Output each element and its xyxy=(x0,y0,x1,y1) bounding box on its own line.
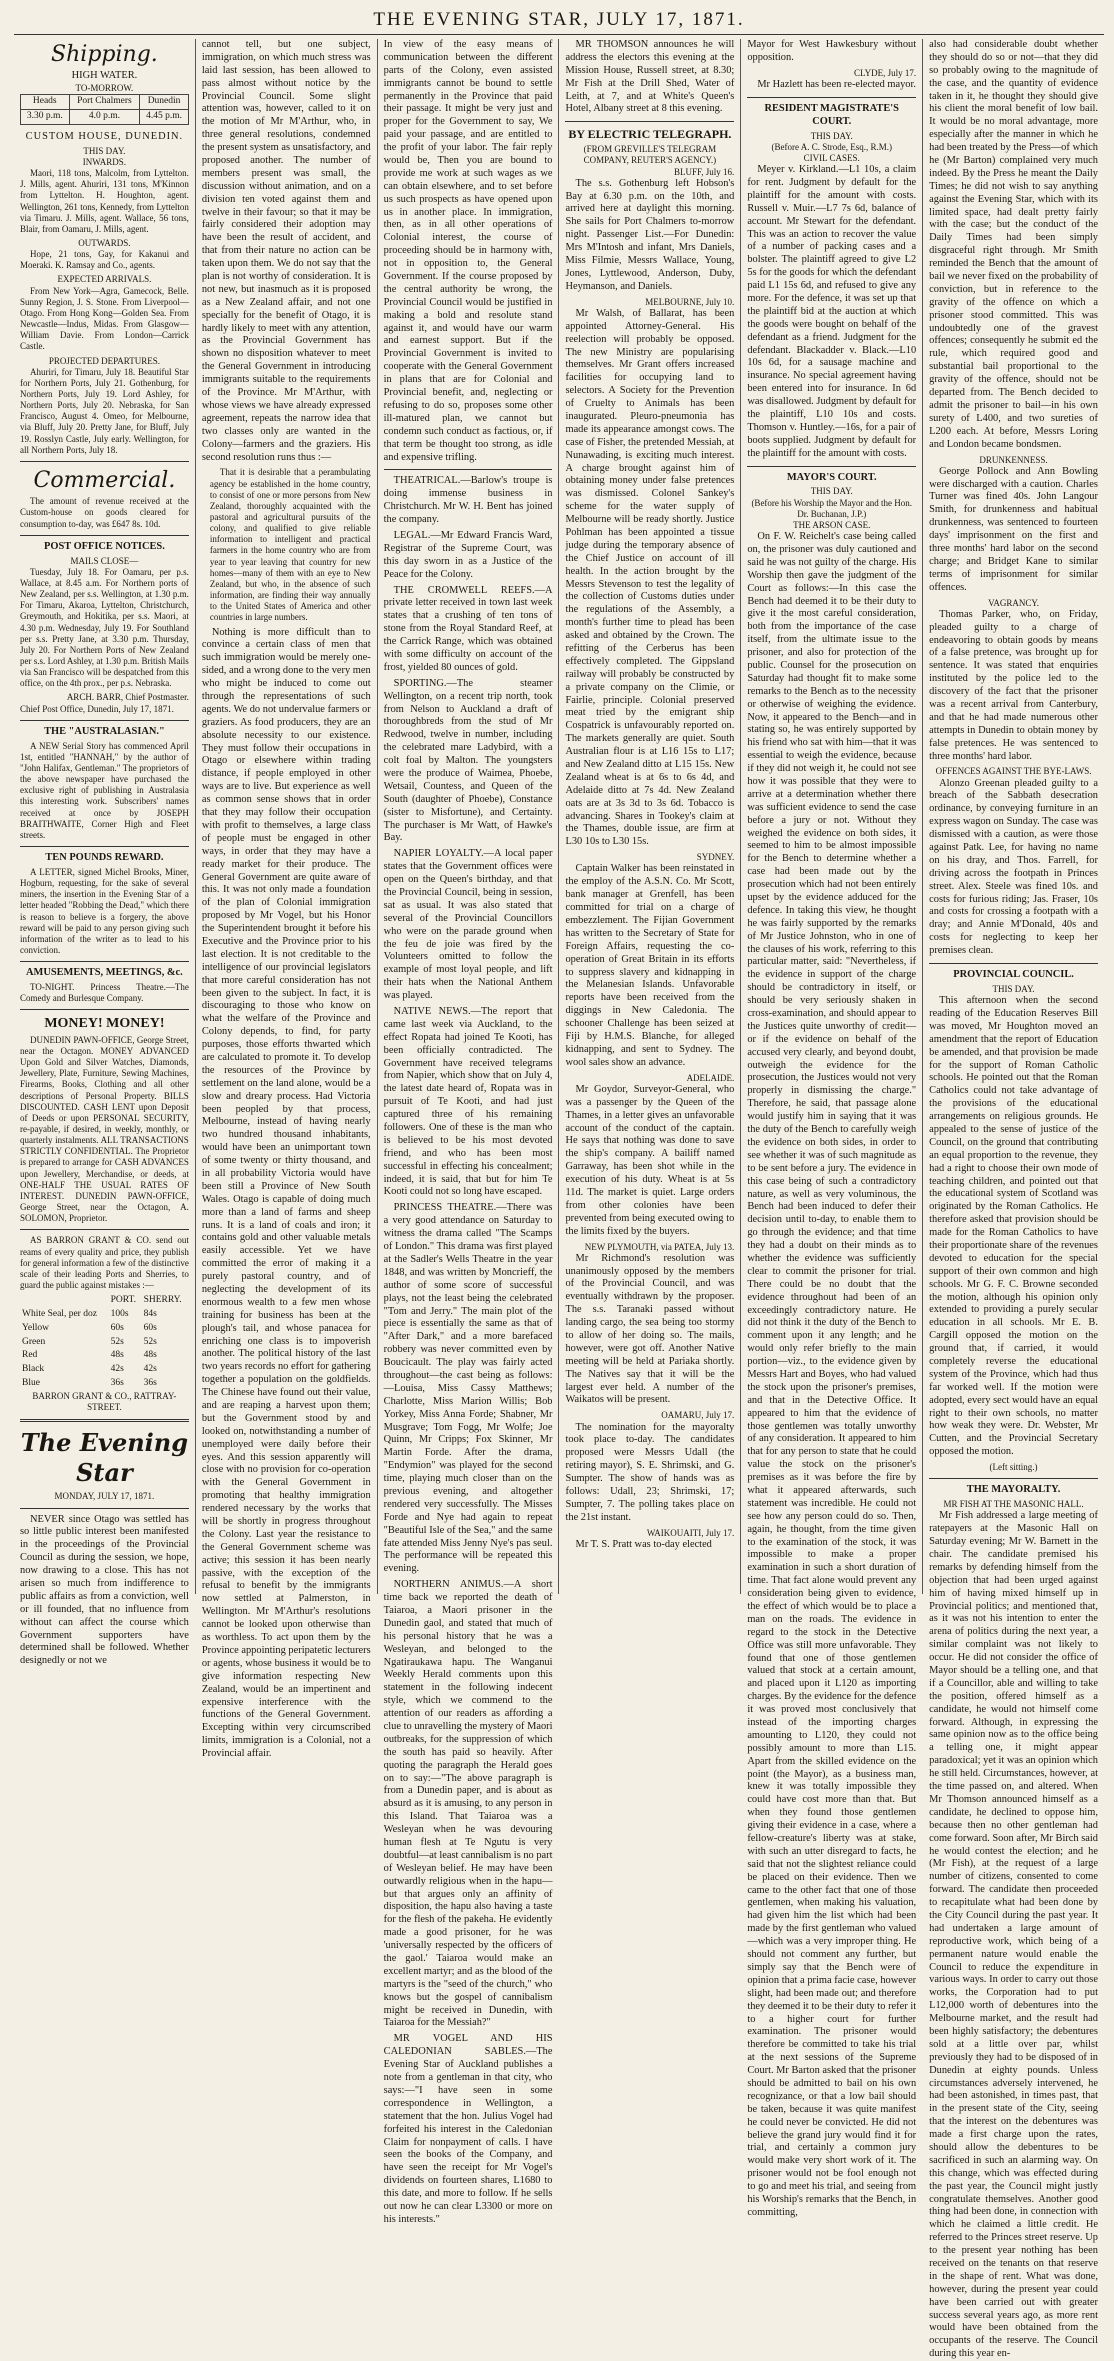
arson-text: On F. W. Reichelt's case being called on, the prisoner was duly cautioned and said he was not guilty of the charge. His Worship then gave the judgment of the Court as follows:—In this case the Bench had deemed it to be their duty to give it the most careful consideration, both from the importance of the case itself, from the ultimate issue to the prisoner, and also for protection of the public. Counsel for the prosecution on Saturday had thought fit to make some remarks to the Bench as to the necessity or otherwise of weighing the evidence. Now, it appeared to the Bench—and in stating so, he was entirely supported by his friend who sat with him—that it was essential to weigh the evidence, because if they did not weigh it, he could not see how it was possible that they were to arrive at a determination whether there was sufficient evidence to send the case before a jury or not. Without they weighed the evidence on both sides, it seemed to him to be almost impossible for the Bench to determine whether a case had been made out by the prosecution which had not been entirely upset by the evidence adduced for the defence. In taking this view, he thought he was fairly supported by the remarks of Mr Justice Johnston, who in one of the clauses of his work, referring to this particular matter, said: "Nevertheless, if the evidence in support of the charge should be contradictory in itself, or should be very seriously shaken in cross-examination, and should appear to the Justices quite unworthy of credit—or if the evidence on behalf of the accused very clearly, and beyond doubt, outweigh the evidence for the prosecution, the Justices would not very properly in dismissing the charge." Therefore, he said, that passage alone would justify him in saying that it was the duty of the Bench to carefully weigh the evidence on both sides, in order to see whether it was of such magnitude as to be sent before a jury. The evidence in this case being of such a contradictory nature, as well as very voluminous, the Bench had been induced to defer their decision until to-day, to enable them to go through the evidence; and that time they had a doubt on their minds as to whether the evidence was sufficiently clear to commit the prisoner for trial. There could be no doubt that the evidence throughout had been of an exceedingly contradictory nature. He did not think it the duty of the Bench to comment upon it any length; and he would only refer briefly to the main portion—viz., to the evidence given by Messrs Hart and Boyes, who had valued the stock upon the prisoner's premises, and that in the Detective Office. It appeared to him that the evidence of those gentlemen was totally unworthy of any consideration. It appeared to him that for any person to state that he could value the stock on the prisoner's premises as it was before the fire by what it appeared afterwards, such statement was incredible. He could not see how any person could do so. Then, again, he thought, from the time given to the examination of the stock, it was impossible to make a proper examination in such a short duration of time. That fact alone would prevent any consideration being given to evidence, the effect of which would be to place a man on the roads. The evidence in regard to the stock in the Detective Office was still more unfavorable. They found that one of those gentlemen valued that stock at a certain amount, and placed upon it L120 as importing charges. By the evidence for the defence it was proved most conclusively that instead of the importing charges amounting to L120, they could not possibly amount to more than L15. Apart from the skilled evidence on the point (the Mayor), as a business man, knew it was totally impossible they could have cost more than that. But when they found those gentlemen giving their evidence in a case, where a fellow-creature's liberty was at stake, with such an utter disregard to facts, he said that not the slightest reliance could be placed on their evidence. Then we came to the other fact that one of those gentlemen, when making his valuation, had given him the list which had been made by the first gentleman who valued—which was a very improper thing. He should not comment any further, but simply say that the Bench were of opinion that a prima facie case, however slight, had been made out; and therefore they deemed it to be their duty to refer it to a higher court for further examination. The prisoner would therefore be committed to take his trial at the next sessions of the Supreme Court. Mr Barton asked that the prisoner should be admitted to bail on his own recognizance, or that a low bail should be taken, because it was quite manifest he could never be convicted. He did not believe the grand jury would find it for trial, and certainly a common jury would make very short work of it. The prisoner would not be fool enough not to go and meet his trial, and seeing from his Worship's remarks that the Bench, in committing, xyxy=(747,531,917,2218)
money-heading: MONEY! MONEY! xyxy=(44,1016,165,1032)
reward-heading: TEN POUNDS REWARD. xyxy=(45,852,164,864)
wine-cell: 100s xyxy=(110,1308,129,1319)
wine-cell: Green xyxy=(22,1336,46,1347)
column-2 xyxy=(196,39,378,1760)
rm-court-before: (Before A. C. Strode, Esq., R.M.) xyxy=(771,141,892,152)
bylaws-text: Alonzo Greenan pleaded guilty to a breach of the Sabbath desecration ordinance, by conveying furniture in an express wagon on Sunday. The case was dismissed with a caution, as were those against Patk. Lee, for having no name on his dray, and Thos. Farrell, for driving across the footpath in Princes street. Alex. Steele was fined 10s. and costs for furious riding; Jas. Fraser, 10s and costs for crossing a footpath with a dray; and Annie M'Donald, 40s and costs for neglecting to keep her premises clean. xyxy=(929,777,1098,957)
tide-place: Dunedin xyxy=(140,95,189,110)
commercial-text: The amount of revenue received at the Custom-house on goods cleared for consumption to-day, was £647 8s. 10d. xyxy=(20,496,189,529)
arson-heading: THE ARSON CASE. xyxy=(793,519,871,530)
inwards-heading: INWARDS. xyxy=(82,156,127,167)
news-paragraph: NORTHERN ANIMUS.—A short time back we reported the death of Taiaroa, a Maori prisoner in the Dunedin gaol, and stated that much of his personal history that he was a Wesleyan, and belonged to the Ngatiraukawa hapu. The Wanganui Weekly Herald comments upon this statement in the following indecent style, which we commend to the attention of our readers as affording a clue to unravelling the mystery of Maori outbreaks, for the suppression of which the south has paid so heavily. After quoting the paragraph the Herald goes on to say:—"The above paragraph is from a Dunedin paper, and is about as absurd as it is amusing, to any person in this Island. That Taiaroa was a Wesleyan when he was devouring human flesh at Te Ngutu is very doubtful—at least cannibalism is no part of Wesleyan belief. He may have been outwardly religious when in the hapu—but that argues only an affinity of disposition, the hapu also having a taste for the flesh of the pakeha. He evidently made a good prisoner, for he was 'universally respected by the officers of the gaol.' Taiaroa would make an excellent martyr; and as the blood of the martyrs is the "seed of the church," who knows but the gospel of cannibalism might be received in Dunedin, with Taiaroa for the Messiah?" xyxy=(383,1579,553,2029)
civil-cases-text: Meyer v. Kirkland.—L1 10s, a claim for rent. Judgment by default for the plaintiff for the amount with costs. Russell v. Muir.—L7 7s 6d, balance of account. Mr Stewart for the defendant. This was an action to recover the value of a number of packing cases and a bolster. The plaintiff agreed to give L2 5s for the goods for which the defendant paid L1 15s 6d, and refused to give any more. For the defence, it was set up that the plaintiff bid at the auction at which the goods were bought on behalf of the defendant as a friend. Judgment for the defendant. Blackadder v. Black.—L10 10s 6d, for a sausage machine and insurance. No special agreement having been entered into for insurance. In 6d was disallowed. Judgment by default for the plaintiff, L10 10s and costs. Thomson v. Huntley.—16s, for a pair of boots supplied. Judgment by default for the plaintiff for the amount with costs. xyxy=(747,164,917,459)
telegram-text: Mayor for West Hawkesbury without opposition. xyxy=(747,39,917,63)
provincial-council-heading: PROVINCIAL COUNCIL. xyxy=(953,969,1074,981)
rm-court-day: THIS DAY. xyxy=(810,130,853,141)
customs-heading: CUSTOM HOUSE, DUNEDIN. xyxy=(25,130,184,142)
australasian-text: A NEW Serial Story has commenced April 1st, entitled "HANNAH," by the author of "John Halifax, Gentleman." The proprietors of the above newspaper have purchased the exclusive right of publishing in Australasia this interesting work. Subscribers' names received at once by JOSEPH BRAITHWAITE, Corner High and Fleet streets. xyxy=(20,740,189,840)
wine-cell: 36s xyxy=(110,1377,124,1388)
outwards-heading: OUTWARDS. xyxy=(78,237,131,248)
wine-cell: 52s xyxy=(143,1336,157,1347)
expected-text: From New York—Agra, Gamecock, Belle. Sunny Region, J. S. Stone. From Liverpool—Otago. From Hong Kong—Golden Sea. From Newcastle—Indus, Midas. From Glasgow—William Davie. From London—Carrick Castle. xyxy=(20,285,189,352)
reward-text: A LETTER, signed Michel Brooks, Miner, Hogburn, requesting, for the sake of several miners, the insertion in the Evening Star of a letter headed "Robbing the Dead," which there is reason to believe is a forgery, the above reward will be paid to any person giving such information of the writer as to lead to his conviction. xyxy=(20,866,189,956)
left-sitting-label: (Left sitting.) xyxy=(989,1462,1038,1473)
divider xyxy=(565,121,734,122)
divider xyxy=(20,1419,189,1422)
paper-date: MONDAY, JULY 17, 1871. xyxy=(54,1491,155,1502)
news-paragraph: LEGAL.—Mr Edward Francis Ward, Registrar of the Supreme Court, was this day sworn in as a Justice of the Peace for the Colony. xyxy=(383,529,553,580)
inwards-text: Maori, 118 tons, Malcolm, from Lyttelton. J. Mills, agent. Ahuriri, 131 tons, M'Kinnon from Lyttelton. H. Houghton, agent. Wellington, 261 tons, Kennedy, from Lyttelton via Timaru. J. Mills, agent. Wallace, 56 tons, Blair, from Oamaru, J. Mills, agent. xyxy=(20,168,189,234)
divider xyxy=(929,1478,1098,1479)
drunkenness-text: George Pollock and Ann Bowling were discharged with a caution. Charles Turner was fined 40s. John Langour Smith, for drunkenness and habitual drunkenness, was sentenced to fourteen days' imprisonment on the first and three months' hard labor on the second charge; and Bridget Kane to similar terms of imprisonment for similar offences. xyxy=(929,465,1098,593)
column-4 xyxy=(559,39,741,1594)
wine-cell: White Seal, per doz xyxy=(22,1308,97,1319)
fish-heading: MR FISH AT THE MASONIC HALL. xyxy=(943,1499,1084,1510)
tides-table xyxy=(20,94,189,125)
tide-place: Port Chalmers xyxy=(69,95,140,110)
customs-day: THIS DAY. xyxy=(83,145,126,156)
wine-cell: Red xyxy=(22,1350,38,1361)
wine-cell: 52s xyxy=(110,1336,124,1347)
news-paragraph: PRINCESS THEATRE.—There was a very good attendance on Saturday to witness the drama called "The Scamps of London." This drama was first played at the Sadler's Wells Theatre in the year 1848, and was written by Moncrieff, the author of some score of successful plays, not the least being the celebrated "Tom and Jerry." The main plot of the piece is essentially the same as that of "After Dark," and a more barefaced robbery was never committed even by Boucicault. The play was fairly acted throughout—the cast being as follows:—Louisa, Miss Cassy Matthews; Charlotte, Miss Marion Willis; Bob Yorkey, Miss Anna Forde; Shabner, Mr Musgrave; Tom Fogg, Mr Wolfe; Joe Quinn, Mr Cripps; Fox Skinner, Mr Martin Forde. After the drama, "Endymion" was played for the second time, playing much closer than on the previous evening, and altogether rendered very successfully. The Misses Forde and Nye had again to repeat "Beautiful Isle of the Sea," and the same fate attended Miss Jenny Nye's pas seul. The performance will be repeated this evening. xyxy=(383,1202,553,1575)
fish-text: Mr Fish addressed a large meeting of ratepayers at the Masonic Hall on Saturday evening; Mr W. Barnett in the chair. The candidate premised his remarks by defending himself from the objection that had been urged against him of having mixed himself up in Provincial politics; and mentioned that, as it was not his intention to enter the arena of politics during the next year, a similar complaint was not likely to occur. He did not consider the office of Mayor should be a telling one, and that if a Councillor, able and willing to take the position, offered himself as a candidate, he would not himself come forward. Although, in expressing the same opinion now as to the office being a telling one, it might appear paradoxical; yet it was an opinion which he still held. Circumstances, however, at the time passed on, and altered. When Mr Thomson announced himself as a candidate, he declined to oppose him, because then no other gentleman had come forward. Soon after, Mr Birch said he would contest the election; and he (Mr Fish), at the request of a large number of citizens, consented to come forward. The candidate then proceeded to recapitulate what had been done by the City Council during the past year. It had undertaken a large amount of reproductive work, which being of a permanent nature would enable the Council to reduce the expenditure in various ways. In order to carry out those works, the Corporation had to put L12,000 worth of debentures into the Melbourne market, and the result had been highly satisfactory; the debentures sold at a little over par, whilst previously they had to be disposed of in Dunedin at eighty pounds. Unless circumstances adversely intervened, he had been astonished, in times past, that in the present state of the City, seeing that the interest on the debentures was made a first charge upon the rates, should allow the debentures to be sacrificed in such an alarming way. On this change, which was effected during the past year, the Council might justly congratulate themselves. Another good thing had been done, in connection with which he claimed a little credit. He referred to the Princes street reserve. Up to the present year nothing has been received on the tenants on that reserve in the shape of rent. What was done, however, during the present year could have been carried out with greater success several years ago, as more rent would have been obtained from the occupants of the reserve. The Council during this year en- xyxy=(929,1510,1098,2360)
barron-sign: BARRON GRANT & CO., RATTRAY-STREET. xyxy=(32,1390,177,1412)
news-paragraph: THE CROMWELL REEFS.—A private letter received in town last week states that a crushing of ten tons of stone from the Royal Standard Reef, at the Carrick Range, which was obtained with some difficulty on account of the frost, yielded 80 ounces of gold. xyxy=(383,584,553,673)
wine-cell: 84s xyxy=(143,1308,157,1319)
mayors-court-day: THIS DAY. xyxy=(810,486,853,497)
dateline: MELBOURNE, July 10. xyxy=(645,296,735,307)
wine-table xyxy=(20,1294,189,1390)
divider xyxy=(20,1009,189,1010)
telegram-text: Mr T. S. Pratt was to-day elected xyxy=(575,1538,712,1550)
amusements-heading: AMUSEMENTS, MEETINGS, &c. xyxy=(26,967,183,979)
divider xyxy=(20,1508,189,1509)
shipping-heading: Shipping. xyxy=(51,42,158,67)
projected-heading: PROJECTED DEPARTURES. xyxy=(48,355,160,366)
wine-header xyxy=(20,1294,109,1308)
article-text: cannot tell, but one subject, immigration, on which much stress was laid last session, has been allowed to pass almost without notice by the Provincial Council. Some slight attention was, however, called to it on the motion of Mr M'Arthur, who, in three general resolutions, condemned the present system as unsatisfactory, and proposed another. The number of members present was small, the discussion without animation, and on a division ten voted against them and twelve in their favour; so that it may be fairly considered their adoption may have been the result of accident, and that from their nature no action can be taken upon them. We do not say that the plan is not worthy of consideration. It is not new, but inasmuch as it is proposed as a New Zealand affair, and not one specially for the benefit of Otago, it is hardly likely to meet with any attention, as the Provincial Government has shown no disposition whatever to meet the General Government in introducing immigrants suitable to the requirements of the Province. Mr M'Arthur, with whose views we have already expressed agreement, repeats the narrow idea that two classes only are wanted in the Colony—farmers and the graziers. His second resolution runs thus :— xyxy=(201,39,371,463)
divider xyxy=(747,466,916,467)
high-water-heading: HIGH WATER. xyxy=(71,70,138,82)
wine-cell: 60s xyxy=(143,1322,157,1333)
post-office-sign: Chief Post Office, Dunedin, July 17, 1871. xyxy=(20,703,174,714)
telegraph-subheading: (FROM GREVILLE'S TELEGRAM COMPANY, REUTER'S AGENCY.) xyxy=(583,144,717,166)
tide-time: 4.0 p.m. xyxy=(69,110,140,125)
masthead xyxy=(14,6,1104,35)
columns xyxy=(14,39,1104,2360)
telegram-text: Mr Goydor, Surveyor-General, who was a passenger by the Queen of the Thames, in a letter gives an unfavorable account of the conduct of the captain. He says that nothing was done to save the ship's company. A bailiff named Garraway, has been shot while in the execution of his duty. Wheat is at 5s 11d. The market is quiet. Large orders from other colonies have been prevented from being executed owing to the limits fixed by the buyers. xyxy=(565,1083,735,1237)
column-5 xyxy=(741,39,923,2218)
column-6 xyxy=(923,39,1104,2360)
barron-text: AS BARRON GRANT & CO. send out reams of every quality and price, they publish for general information a few of the distinctive scale of their leading Ports and Sherries, to guard the public against mistakes :— xyxy=(20,1235,189,1291)
masthead-title: THE EVENING STAR, JULY 17, 1871. xyxy=(373,9,745,30)
commercial-heading: Commercial. xyxy=(33,467,176,493)
wine-cell: Yellow xyxy=(22,1322,50,1333)
column-1 xyxy=(14,39,196,1667)
dateline: CLYDE, July 17. xyxy=(854,67,917,78)
money-text: DUNEDIN PAWN-OFFICE, George Street, near the Octagon. MONEY ADVANCED Upon Gold and Silver Watches, Diamonds, Jewellery, Plate, Furniture, Sewing Machines, Firearms, Books, Clothing and all other descriptions of Personal Property. BILLS DISCOUNTED. CASH LENT upon Deposit of Deeds or upon PERSONAL SECURITY, re-payable, if desired, in weekly, monthly, or quarterly instalments. ALL TRANSACTIONS STRICTLY CONFIDENTIAL. The Proprietor is prepared to arrange for CASH ADVANCES upon Jewellery, Merchandise, or deeds, at ONE-HALF THE USUAL RATES OF INTEREST. DUNEDIN PAWN-OFFICE, George Street, near the Octagon, A. SOLOMON, Proprietor. xyxy=(20,1034,189,1224)
mayors-court-heading: MAYOR'S COURT. xyxy=(786,471,877,483)
mayors-court-before: (Before his Worship the Mayor and the Hon. Dr. Buchanan, J.P.) xyxy=(751,497,913,519)
wine-cell: 60s xyxy=(110,1322,124,1333)
divider xyxy=(20,535,189,536)
dateline: OAMARU, July 17. xyxy=(661,1410,735,1421)
resolution-quote: That it is desirable that a perambulating agency be established in the home country, to consist of one or more persons from New Zealand, thoroughly acquainted with the pastoral and agricultural pursuits of the colony, and qualified to give reliable information to intelligent and practical farmers in the home country who are from year to year leaving that country for new homes—many of them with an eye to New Zealand, but who, in the absence of such information, are finding their way annually to the United States of America and other countries in large numbers. xyxy=(209,467,371,623)
rm-court-heading: RESIDENT MAGISTRATE'S COURT. xyxy=(764,102,899,127)
postmaster-sign: ARCH. BARR, Chief Postmaster. xyxy=(66,692,189,703)
dateline: ADELAIDE. xyxy=(686,1072,735,1083)
civil-cases-heading: CIVIL CASES. xyxy=(803,152,860,163)
wine-header: SHERRY. xyxy=(143,1295,182,1306)
news-paragraph: MR THOMSON announces he will address the electors this evening at the Mission House, Russell street, at 8.30; Mr Fish at the Drill Shed, Water of Leith, at 7, and at White's Queen's Hotel, Albany street at 8 this evening. xyxy=(565,39,735,115)
divider xyxy=(747,97,916,98)
divider xyxy=(929,963,1098,964)
post-office-text: Tuesday, July 18. For Oamaru, per p.s. Wallace, at 8.45 a.m. For Northern ports of New Zealand, per s.s. Wellington, at 1.30 p.m. For Timaru, Akaroa, Lyttelton, Christchurch, Greymouth, and Hokitika, per s.s. Maori, at 4.30 p.m. Wednesday, July 19. For Southland per s.s. Pretty Jane, at 3.30 p.m. Thursday, July 20. For Northern Ports of New Zealand per s.s. Lord Ashley, at 1.30 p.m. British Mails via San Francisco will be despatched from this office, on the 4th prox., per p.s. Nebraska. xyxy=(20,566,189,689)
expected-heading: EXPECTED ARRIVALS. xyxy=(57,274,152,285)
tide-time: 4.45 p.m. xyxy=(140,110,189,125)
wine-cell: 42s xyxy=(143,1364,157,1375)
wine-cell: Black xyxy=(22,1364,45,1375)
telegram-text: The s.s. Gothenburg left Hobson's Bay at 6.30 p.m. on the 10th, and arrived here at daylight this morning. She sails for Port Chalmers to-morrow night. Passenger List.—For Dunedin: Mrs M'Intosh and infant, Mrs Daniels, Miss Filmie, Messrs Wallace, Young, Jones, Lyttlewood, Anderson, Duby, Heymanson, and Daniels. xyxy=(565,177,735,292)
bylaws-heading: OFFENCES AGAINST THE BYE-LAWS. xyxy=(935,766,1092,777)
dateline: SYDNEY. xyxy=(696,852,735,863)
mails-close-label: MAILS CLOSE— xyxy=(70,555,139,566)
tide-time: 3.30 p.m. xyxy=(21,110,70,125)
australasian-heading: THE "AUSTRALASIAN." xyxy=(44,725,165,737)
divider xyxy=(20,461,189,462)
telegraph-heading: BY ELECTRIC TELEGRAPH. xyxy=(568,127,732,142)
dateline: WAIKOUAITI, July 17. xyxy=(646,1527,735,1538)
vagrancy-heading: VAGRANCY. xyxy=(988,597,1040,608)
article-text: In view of the easy means of communication between the different parts of the Colony, even assisted immigrants cannot be bound to settle permanently in the Province that paid their passage. It might be very just and proper for the Government to say, We paid your passage, and are entitled to the profit of your labor. The fair reply would be, Then you are bound to provide me work at such wages as we can obtain elsewhere, and to set before us such prospects as have opened upon us in another place. In immigration, then, as in all other operations of Colonial interest, the course of proceeding should be in harmony with, not in opposition to, the General Government. If the course proposed by the central authority be wrong, the Provincial Council would be justified in making a bold and resolute stand against it, and would have our warm and earnest support. But if the Provincial Government is invited to cooperate with the General Government in plans that are for Colonial and Provincial benefit, and, neglecting or refusing to do so, proposes some other ill-matured plan, we cannot but condemn such conduct as factious, or, if that term be thought too strong, as idle and expensive trifling. xyxy=(383,39,553,463)
wine-cell: Blue xyxy=(22,1377,40,1388)
dateline: BLUFF, July 16. xyxy=(674,166,735,177)
news-paragraph: THEATRICAL.—Barlow's troupe is doing immense business in Christchurch. Mr W. H. Bent has joined the company. xyxy=(383,475,553,526)
outwards-text: Hope, 21 tons, Gay, for Kakanui and Moeraki. K. Ramsay and Co., agents. xyxy=(20,249,189,271)
tomorrow-label: TO-MORROW. xyxy=(75,83,134,94)
telegram-text: Mr Hazlett has been re-elected mayor. xyxy=(757,78,916,90)
wine-cell: 48s xyxy=(143,1350,157,1361)
divider xyxy=(384,469,553,470)
article-text: Nothing is more difficult than to convince a certain class of men that such immigration would be merely one-sided, and a wrong done to the very men who might be induced to come out through the representations of such agents. We do not undervalue farmers or graziers. As food producers, they are an absolute necessity to our existence. They must follow their occupations in Otago or elsewhere within trading distance, if people employed in other ways are to live. But experience as well as common sense shows that in order that they may follow their occupation with profit to themselves, a large class of people must be engaged in other ways, in order that they may have a ready market for their produce. The General Government are quite aware of this. It was not only made a foundation of the plan of Colonial immigration proposed by Mr Vogel, but his Honor the Superintendent brought it before his Executive and the Province prior to his last election. It is not creditable to the intelligence of our provincial legislators that more careful consideration has not been given to the subject. In fact, it is discouraging to those who know on what the welfare of the Province and Colony depends, to find, for party purposes, those efforts thwarted which are calculated to promote it. To develop the resources of the Province by settlement on the land alone, would be a slow and dreary process. Had Victoria been peopled by that process, Melbourne, instead of having nearly two hundred thousand inhabitants, would have been an unimportant town of some twenty or thirty thousand, and in all probability Victoria would have been still a Province of New South Wales. Otago is capable of doing much more than a land of farms and sheep runs. It is a land of coals and iron; it contains gold and other valuable metals easily accessible. Yet we have committed the error of making it a purely pastoral country, and of neglecting the development of its enormous wealth to a few men whose training for business has been at the plough's tail, and whose panacea for enriching one class is to impoverish another. The political history of the last two years records no effort for gathering together a population on the goldfields. The Chinese have found out their value, and are reaping a harvest upon them; but the Government stood by and looked on, notwithstanding a number of unemployed were daily before their eyes. And this session apparently will close with no provision for co-operation with the General Government in promoting that healthy immigration rendered necessary by the works that will be shortly in progress throughout the Colony. Last year the resistance to the General Government scheme was active; this session it has been nearly passive, with the exception of the refusal to benefit by the immigrants now settled at Palmerston, in Wellington. Mr M'Arthur's resolutions cannot be looked upon otherwise than as worthless. To act upon them by the Province appointing peripatetic lecturers or agents, whose business it would be to give information respecting New Zealand, would be an impertinent and expensive interference with the functions of the General Government. Excepting within very circumscribed limits, immigration is a Colonial, not a Provincial affair. xyxy=(201,626,371,1760)
wine-cell: 36s xyxy=(143,1377,157,1388)
amusements-text: TO-NIGHT. Princess Theatre.—The Comedy and Burlesque Company. xyxy=(20,982,189,1004)
wine-cell: 48s xyxy=(110,1350,124,1361)
vagrancy-text: Thomas Parker, who, on Friday, pleaded guilty to a charge of endeavoring to obtain goods by means of a false pretence, was brought up for sentence. It was stated that enquiries instituted by the police led to the discovery of the fact that the prisoner was a recent arrival from Canterbury, and that he had made numerous other attempts in Dunedin to obtain money by false pretences. He was sentenced to three months' hard labor. xyxy=(929,608,1098,762)
provincial-council-day: THIS DAY. xyxy=(992,983,1035,994)
arson-continued: also had considerable doubt whether they should do so or not—that they did so probably owing to the magnitude of the case, and the quantity of evidence taken in it, he thought they should give his client the moral benefit of low bail. It would be no moral advantage, more especially after the manner in which he had been treated by the Press—of which he (Mr Barton) complained very much indeed. By the Press he meant the Daily Times; he did not wish to say anything against the Evening Star, which with its limited space, had dealt pretty fairly with the case; but the conduct of the Daily Times had been simply disgraceful right through. Mr Smith reminded the Bench that the amount of bail we never fixed on the probability of conviction, but in reference to the gravity of the offence on which a prisoner stood committed. This was undoubtedly one of the gravest offences; consequently he submit ed the rule, which required good and substantial bail proportional to the gravity of the offence, should not be departed from. The Bench decided to admit the prisoner to bail—in his own surety of L400, and two sureties of L200 each. At before, Messrs Loring and London became bondsmen. xyxy=(929,39,1098,450)
divider xyxy=(20,961,189,962)
tide-place: Heads xyxy=(21,95,70,110)
paper-title: The Evening Star xyxy=(20,1427,189,1487)
news-paragraph: NAPIER LOYALTY.—A local paper states that the Government offices were open on the Queen's birthday, and that the Provincial Council, being in session, sat as usual. It was also stated that several of the Provincial Councillors who were on the parade ground when the feu de joie was fired by the Volunteers omitted to follow the example of most loyal people, and lift their hats when the National Anthem was played. xyxy=(383,848,553,1002)
divider xyxy=(20,720,189,721)
column-3 xyxy=(378,39,560,2225)
dateline: NEW PLYMOUTH, via PATEA, July 13. xyxy=(584,1241,735,1252)
divider xyxy=(20,846,189,847)
provincial-council-text: This afternoon when the second reading of the Education Reserves Bill was moved, Mr Houghton moved an amendment that the report of Education be amended, and that provision be made for the support of Roman Catholic schools. He pointed out that the Roman Catholics could not take advantage of the provisions of the educational arrangements on religious grounds. He appealed to the sense of justice of the Council, on the ground that contributing an equal proportion to the revenue, they had a right to choose their own mode of teaching children, and pointed out that the educational system of Scotland was originated by the Roman Catholics. He therefore asked that provision should be made for the Roman Catholics to have their proportionate share of the revenues devoted to education for the special support of their own common and high schools. Mr G. F. C. Browne seconded the motion, although his opinion only extended to providing a purely secular education in all schools. Mr E. B. Cargill opposed the motion on the ground that, if carried, it would completely reverse the educational system of the Province, which had thus far worked well. If the motion were adopted, every sect would have an equal right to their own schools, no matter how weak they were. Dr. Webster, Mr Cutten, and the Provincial Secretary opposed the motion. xyxy=(929,995,1098,1458)
leader-text: NEVER since Otago was settled has so little public interest been manifested in the proceedings of the Provincial Council as during the session, we hope, now drawing to a close. This has not arisen so much from indifference to public affairs as from a conviction, well or ill founded, that no influence from without can affect the course which Government supporters have determined shall be followed. Whether designedly or not we xyxy=(20,1513,189,1667)
telegram-text: Captain Walker has been reinstated in the employ of the A.S.N. Co. Mr Scott, bank manager at Grenfell, has been committed for trial on a charge of embezzlement. The Fijian Government has written to the Secretary of State for Foreign Affairs, requesting the co-operation of Great Britain in its efforts to suppress slavery and kidnapping in the Melanesian Islands. Unfavorable reports have been received from the diggings in New Caledonia. The schooner Challenge has been seized at Fiji by H.M.S. Blanche, for alleged kidnapping, and sent to Sydney. The wool sales show an advance. xyxy=(565,863,735,1068)
wine-cell: 42s xyxy=(110,1364,124,1375)
news-paragraph: MR VOGEL AND HIS CALEDONIAN SABLES.—The Evening Star of Auckland publishes a note from a gentleman in that city, who says:—"I have seen in some correspondence in Wellington, a statement that the hon. Julius Vogel had forfeited his interest in the Caledonian Claim for nonpayment of calls. I have seen the books of the Company, and have seen the receipt for Mr Vogel's dividends on fourteen shares, L1680 to this date, and more to follow. If he sells out now he can clear L3300 or more on his interests." xyxy=(383,2033,553,2225)
news-paragraph: NATIVE NEWS.—The report that came last week via Auckland, to the effect Ropata had joined Te Kooti, has been officially contradicted. The Government have received telegrams from Napier, which show that on July 4, the latest date heard of, Ropata was in pursuit of Te Kooti, and had just captured three of his remaining followers. One of these is the man who is believed to be his most devoted friend, and who has been most successful in effecting his concealment; indeed, it is said, that but for him Te Kooti could not so long have escaped. xyxy=(383,1006,553,1198)
drunkenness-heading: DRUNKENNESS. xyxy=(979,454,1048,465)
mayoralty-heading: THE MAYORALTY. xyxy=(966,1484,1061,1496)
projected-text: Ahuriri, for Timaru, July 18. Beautiful Star for Northern Ports, July 21. Gothenburg, for Northern Ports, July 19. Lord Ashley, for Northern Ports, July 20. Nebraska, for San Francisco, August 4. Omeo, for Melbourne, via Bluff, July 20. Pretty Jane, for Bluff, July 19. Rosslyn Castle, July early. Wellington, for all Northern Ports, July 18. xyxy=(20,366,189,455)
telegram-text: Mr Richmond's resolution was unanimously opposed by the members of the Provincial Council, and was eventually withdrawn by the proposer. The s.s. Taranaki passed without landing cargo, the sea being too stormy to allow of her doing so. The mails, however, were got off. Another Native meeting will be held at Pariaka shortly. The Natives say that it will be the largest ever held. A number of the Waikatos will be present. xyxy=(565,1252,735,1406)
news-paragraph: SPORTING.—The steamer Wellington, on a recent trip north, took from Nelson to Auckland a draft of thoroughbreds from the stud of Mr Redwood, twelve in number, including the celebrated mare Ladybird, with a colt foal by Malton. The youngsters were the produce of Waimea, Phoebe, Wetsail, Countess, and Queen of the South (daughter of Phoebe), Constance (sister to Misfortune), and Certainty. The purchaser is Mr Watt, of Hawke's Bay. xyxy=(383,677,553,844)
post-office-heading: POST OFFICE NOTICES. xyxy=(44,540,165,552)
divider xyxy=(20,1229,189,1230)
telegram-text: Mr Walsh, of Ballarat, has been appointed Attorney-General. His reelection will probably be opposed. The new Ministry are popularising themselves. Mr Grant offers increased facilities for occupying land to selectors. A Society for the Prevention of Cruelty to Animals has been inaugurated. Pleuro-pneumonia has made its appearance amongst cows. The case of Fisher, the pretended Messiah, at Nunawading, is exciting much interest. A charge brought against him of obtaining money under false pretences was dismissed. Colonel Sankey's scheme for the water supply of Melbourne will be ready shortly. Justice Pohlman has been appointed a tissue judge during the temporary absence of the Chief Justice on account of ill health. In the action brought by the Messrs Stevenson to test the legality of the collection of Customs duties under the regulations of the Assembly, a month's further time to plead has been asked and obtained by the Crown. The refitting of the Cerberus has been effectively completed. The Gippsland railway will probably be constructed by a private company on the Climie, or Fairlie, principle. Colonial preserved meat tried by the emigrant ship Cospatrick is unfavourably reported on. The markets generally are quiet. South Australian flour is at L16 15s to L17; and New Zealand ditto at L15 15s. New Zealand wheat is at 6s to 6s 4d, and Adelaide ditto at 7s 4d. New Zealand oats are at 3s 3d to 3s 6d. Tobacco is advancing. Shares in Tookey's claim at the Thames, double issue, are firm at L30 10s to L30 15s. xyxy=(565,307,735,848)
wine-header: PORT. xyxy=(110,1295,136,1306)
telegram-text: The nomination for the mayoralty took place to-day. The candidates proposed were Messrs Udall (the retiring mayor), S. E. Shrimski, and G. Sumpter. The show of hands was as follows: Udall, 23; Shrimski, 17; Sumpter, 7. The polling takes place on the 21st instant. xyxy=(565,1421,735,1523)
